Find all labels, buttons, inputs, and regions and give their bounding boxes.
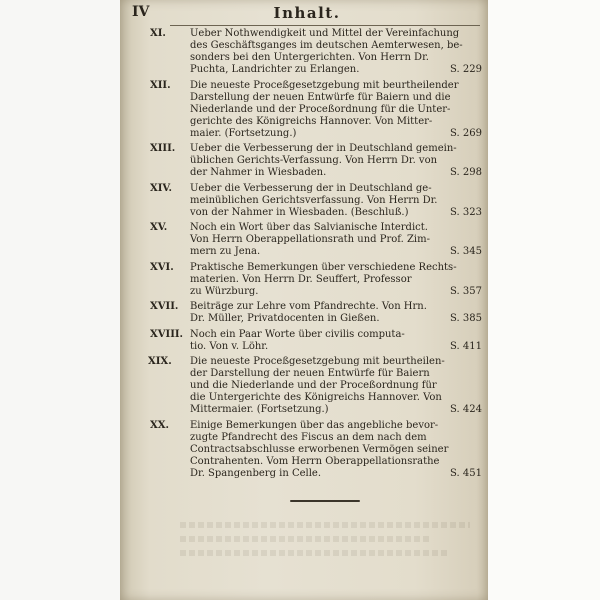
entry-line: die Untergerichte des Königreichs Hannover. Von bbox=[190, 392, 442, 403]
header-rule bbox=[170, 25, 480, 26]
entry-line: Von Herrn Oberappellationsrath und Prof. Zim- bbox=[190, 234, 430, 245]
book-page bbox=[120, 0, 488, 600]
entry-page-ref: S. 424 bbox=[450, 404, 482, 415]
toc-entry-xvi bbox=[150, 261, 482, 298]
entry-last-line bbox=[172, 286, 482, 298]
entry-page-ref: S. 229 bbox=[450, 64, 482, 75]
entry-line: Darstellung der neuen Entwürfe für Baiern und die bbox=[190, 91, 451, 103]
toc-entry-xx bbox=[150, 419, 482, 480]
entry-line: zugte Pfandrecht des Fiscus an dem nach dem bbox=[190, 431, 427, 443]
table-of-contents bbox=[148, 28, 482, 483]
toc-entry-xvii bbox=[150, 301, 482, 325]
entry-number: XII. bbox=[150, 79, 171, 91]
entry-last-line bbox=[172, 167, 482, 179]
page-title: Inhalt. bbox=[273, 4, 341, 22]
entry-line: von der Nahmer in Wiesbaden. (Beschluß.) bbox=[190, 206, 409, 218]
entry-last-line bbox=[172, 207, 482, 219]
entry-line: meinüblichen Gerichtsverfassung. Von Herrn Dr. bbox=[190, 194, 438, 206]
entry-line: Einige Bemerkungen über das angebliche bevor- bbox=[190, 419, 439, 431]
toc-entry-xv bbox=[150, 222, 482, 258]
entry-line: zu Würzburg. bbox=[190, 285, 259, 297]
entry-last-line bbox=[172, 313, 482, 325]
entry-line: Ueber Nothwendigkeit und Mittel der Vereinfachung bbox=[190, 28, 460, 39]
entry-line: maier. (Fortsetzung.) bbox=[190, 127, 297, 139]
entry-line: Noch ein Paar Worte über civilis computa- bbox=[190, 328, 405, 340]
entry-line: Puchta, Landrichter zu Erlangen. bbox=[190, 64, 360, 75]
toc-entry-xi bbox=[150, 28, 482, 76]
entry-line: Dr. Spangenberg in Celle. bbox=[190, 467, 322, 479]
entry-number: XVI. bbox=[150, 261, 174, 273]
scan-background-left bbox=[0, 0, 128, 600]
entry-line: materien. Von Herrn Dr. Seuffert, Professor bbox=[190, 273, 412, 285]
entry-page-ref: S. 451 bbox=[450, 467, 482, 479]
scan-background-right bbox=[484, 0, 600, 600]
entry-line: sonders bei den Untergerichten. Von Herrn Dr. bbox=[190, 52, 429, 63]
entry-number: XVII. bbox=[150, 301, 179, 312]
entry-page-ref: S. 345 bbox=[450, 246, 482, 257]
entry-line: Noch ein Wort über das Salvianische Interdict. bbox=[190, 222, 428, 233]
page-number: IV bbox=[132, 4, 150, 20]
entry-number: XV. bbox=[150, 222, 168, 233]
entry-line: Niederlande und der Proceßordnung für die Unter- bbox=[190, 103, 451, 115]
entry-page-ref: S. 385 bbox=[450, 313, 482, 324]
bleed-through-text bbox=[180, 536, 430, 542]
entry-page-ref: S. 323 bbox=[450, 206, 482, 218]
entry-last-line bbox=[172, 64, 482, 76]
entry-line: Dr. Müller, Privatdocenten in Gießen. bbox=[190, 313, 380, 324]
entry-line: Ueber die Verbesserung der in Deutschland gemein- bbox=[190, 143, 457, 154]
entry-line: gerichte des Königreichs Hannover. Von Mitter- bbox=[190, 115, 433, 127]
entry-line: Contractsabschlusse erworbenen Vermögen seiner bbox=[190, 443, 449, 455]
entry-number: XIX. bbox=[148, 356, 172, 367]
entry-number: XIV. bbox=[150, 182, 172, 194]
entry-number: XIII. bbox=[150, 143, 176, 154]
entry-page-ref: S. 269 bbox=[450, 127, 482, 139]
bleed-through-text bbox=[180, 522, 470, 528]
bleed-through-text bbox=[180, 550, 450, 556]
entry-line: üblichen Gerichts-Verfassung. Von Herrn Dr. von bbox=[190, 155, 438, 166]
entry-last-line bbox=[172, 128, 482, 140]
toc-entry-xviii bbox=[150, 328, 482, 353]
entry-page-ref: S. 411 bbox=[450, 340, 482, 352]
entry-line: Praktische Bemerkungen über verschiedene Rechts- bbox=[190, 261, 457, 273]
entry-line: und die Niederlande und der Proceßordnung für bbox=[190, 380, 437, 391]
entry-last-line bbox=[172, 468, 482, 480]
entry-last-line bbox=[172, 404, 482, 416]
toc-entry-xii bbox=[150, 79, 482, 140]
end-of-contents-rule bbox=[290, 500, 360, 502]
entry-line: Ueber die Verbesserung der in Deutschland ge- bbox=[190, 182, 432, 194]
entry-number: XX. bbox=[150, 419, 169, 431]
entry-line: der Darstellung der neuen Entwürfe für Baiern bbox=[190, 368, 430, 379]
toc-entry-xiii bbox=[150, 143, 482, 179]
toc-entry-xix bbox=[148, 356, 482, 416]
entry-last-line bbox=[172, 246, 482, 258]
entry-page-ref: S. 357 bbox=[450, 285, 482, 297]
entry-number: XI. bbox=[150, 28, 166, 39]
toc-entry-xiv bbox=[150, 182, 482, 219]
entry-line: mern zu Jena. bbox=[190, 246, 261, 257]
entry-line: Contrahenten. Vom Herrn Oberappellationsrathe bbox=[190, 455, 440, 467]
entry-line: tio. Von v. Löhr. bbox=[190, 340, 269, 352]
entry-last-line bbox=[172, 341, 482, 353]
entry-line: des Geschäftsganges im deutschen Aemterwesen, be- bbox=[190, 40, 463, 51]
entry-line: Die neueste Proceßgesetzgebung mit beurtheilen- bbox=[190, 356, 445, 367]
entry-line: Die neueste Proceßgesetzgebung mit beurtheilender bbox=[190, 79, 459, 91]
entry-page-ref: S. 298 bbox=[450, 167, 482, 178]
entry-number: XVIII. bbox=[150, 328, 184, 340]
entry-line: der Nahmer in Wiesbaden. bbox=[190, 167, 327, 178]
page-header bbox=[132, 4, 482, 26]
entry-line: Mittermaier. (Fortsetzung.) bbox=[190, 404, 329, 415]
entry-line: Beiträge zur Lehre vom Pfandrechte. Von Hrn. bbox=[190, 301, 427, 312]
